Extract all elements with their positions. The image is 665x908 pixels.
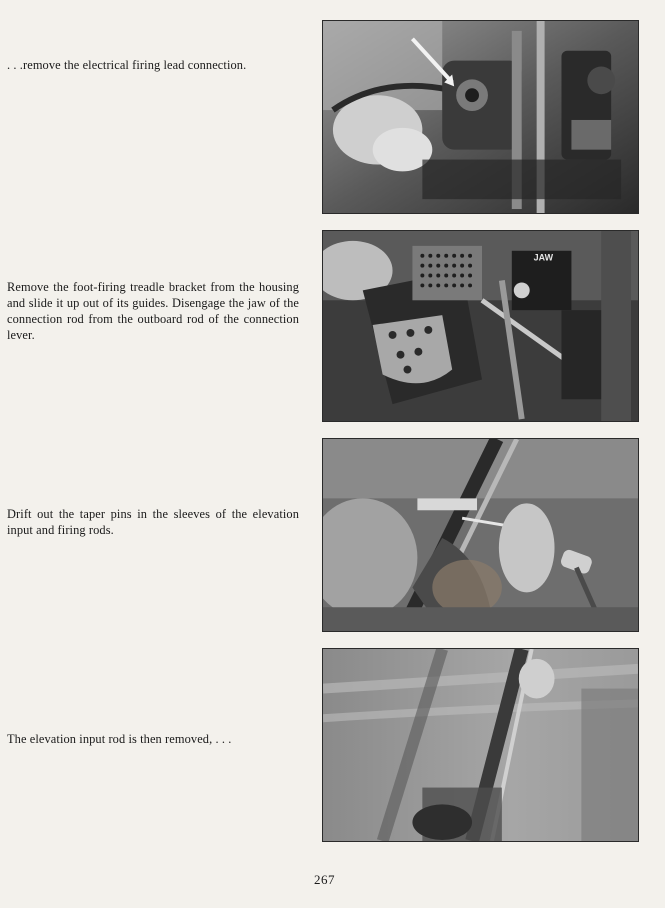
photo-elevation-rod-image — [323, 649, 638, 841]
page-number-text: 267 — [314, 872, 335, 887]
jaw-label: JAW — [533, 252, 554, 263]
page-number — [0, 872, 665, 888]
photo-taper-pins — [322, 438, 639, 632]
photo-treadle-bracket-image — [323, 231, 638, 421]
photo-firing-lead-image — [323, 21, 638, 213]
caption-firing-lead: . . .remove the electrical firing lead connection. — [7, 58, 247, 73]
photo-firing-lead — [322, 20, 639, 214]
caption-elevation-rod: The elevation input rod is then removed, . . . — [7, 732, 232, 747]
photo-elevation-rod — [322, 648, 639, 842]
photo-treadle-bracket — [322, 230, 639, 422]
caption-taper-pins: Drift out the taper pins in the sleeves of the elevation input and firing rods. — [7, 507, 299, 538]
caption-treadle-bracket: Remove the foot-firing treadle bracket from the housing and slide it up out of its guides. Disengage the jaw of the connection rod from the outboard rod of the connection lever. — [7, 280, 299, 343]
photo-taper-pins-image — [323, 439, 638, 631]
